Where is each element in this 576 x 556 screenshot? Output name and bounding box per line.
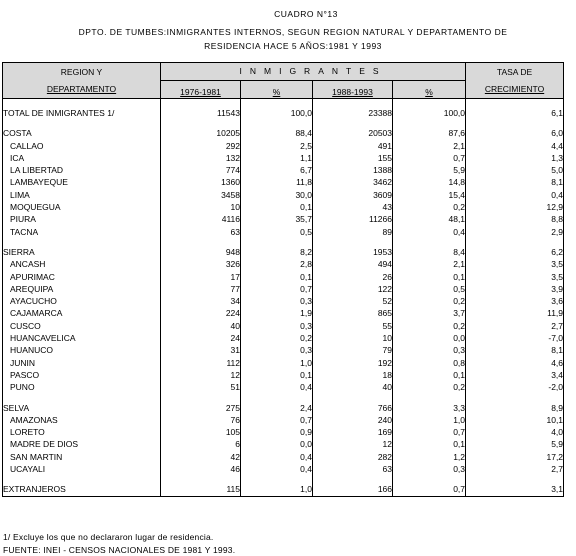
value-1976-1981: 10205 xyxy=(161,127,241,139)
value-1988-1993: 43 xyxy=(313,201,393,213)
table-row xyxy=(3,189,564,201)
table-row xyxy=(3,332,564,344)
value-1988-1993: 494 xyxy=(313,258,393,270)
percent-1981: 8,2 xyxy=(241,246,313,258)
percent-1993: 2,1 xyxy=(393,258,466,270)
value-1976-1981: 34 xyxy=(161,295,241,307)
percent-1993: 1,2 xyxy=(393,451,466,463)
table-row xyxy=(3,226,564,238)
value-1988-1993: 491 xyxy=(313,140,393,152)
growth-rate: 8,9 xyxy=(466,402,564,414)
percent-1993: 100,0 xyxy=(393,107,466,119)
growth-rate: 5,9 xyxy=(466,438,564,450)
value-1988-1993: 192 xyxy=(313,357,393,369)
percent-1981: 0,3 xyxy=(241,320,313,332)
growth-rate: -7,0 xyxy=(466,332,564,344)
table-row xyxy=(3,451,564,463)
spacer-row xyxy=(3,119,564,127)
value-1976-1981: 11543 xyxy=(161,107,241,119)
header-period-1981: 1976-1981 xyxy=(161,81,241,99)
percent-1993: 0,1 xyxy=(393,271,466,283)
percent-1993: 0,3 xyxy=(393,344,466,356)
value-1988-1993: 18 xyxy=(313,369,393,381)
row-label: EXTRANJEROS xyxy=(3,483,161,496)
percent-1993: 0,1 xyxy=(393,438,466,450)
header-rate-bottom: CRECIMIENTO xyxy=(466,81,564,99)
row-label: CUSCO xyxy=(3,320,161,332)
percent-1981: 0,7 xyxy=(241,283,313,295)
growth-rate: 1,3 xyxy=(466,152,564,164)
row-label: PIURA xyxy=(3,213,161,225)
row-label: PASCO xyxy=(3,369,161,381)
table-row xyxy=(3,107,564,119)
row-label: LAMBAYEQUE xyxy=(3,176,161,188)
percent-1993: 0,8 xyxy=(393,357,466,369)
table-row xyxy=(3,271,564,283)
value-1976-1981: 326 xyxy=(161,258,241,270)
row-label: APURIMAC xyxy=(3,271,161,283)
percent-1981: 0,9 xyxy=(241,426,313,438)
growth-rate: 4,4 xyxy=(466,140,564,152)
spacer-row xyxy=(3,99,564,108)
growth-rate: 12,9 xyxy=(466,201,564,213)
row-label: ANCASH xyxy=(3,258,161,270)
percent-1981: 0,2 xyxy=(241,332,313,344)
value-1988-1993: 10 xyxy=(313,332,393,344)
value-1988-1993: 89 xyxy=(313,226,393,238)
value-1988-1993: 122 xyxy=(313,283,393,295)
row-label: AMAZONAS xyxy=(3,414,161,426)
value-1988-1993: 26 xyxy=(313,271,393,283)
row-label: CAJAMARCA xyxy=(3,307,161,319)
percent-1993: 87,6 xyxy=(393,127,466,139)
row-label: MADRE DE DIOS xyxy=(3,438,161,450)
growth-rate: 0,4 xyxy=(466,189,564,201)
table-row xyxy=(3,463,564,475)
growth-rate: 6,0 xyxy=(466,127,564,139)
percent-1981: 0,7 xyxy=(241,414,313,426)
percent-1981: 1,9 xyxy=(241,307,313,319)
value-1988-1993: 865 xyxy=(313,307,393,319)
row-label: HUANUCO xyxy=(3,344,161,356)
percent-1981: 100,0 xyxy=(241,107,313,119)
percent-1981: 0,1 xyxy=(241,271,313,283)
table-row xyxy=(3,381,564,393)
percent-1981: 0,4 xyxy=(241,463,313,475)
table-row xyxy=(3,201,564,213)
row-label: CALLAO xyxy=(3,140,161,152)
value-1976-1981: 105 xyxy=(161,426,241,438)
percent-1993: 0,2 xyxy=(393,381,466,393)
percent-1993: 1,0 xyxy=(393,414,466,426)
growth-rate: 8,8 xyxy=(466,213,564,225)
value-1976-1981: 77 xyxy=(161,283,241,295)
percent-1981: 0,5 xyxy=(241,226,313,238)
row-label: AREQUIPA xyxy=(3,283,161,295)
table-row xyxy=(3,127,564,139)
percent-1993: 0,2 xyxy=(393,201,466,213)
header-rate-top: TASA DE xyxy=(466,63,564,81)
value-1976-1981: 76 xyxy=(161,414,241,426)
value-1976-1981: 46 xyxy=(161,463,241,475)
table-row xyxy=(3,344,564,356)
percent-1981: 0,3 xyxy=(241,344,313,356)
value-1976-1981: 132 xyxy=(161,152,241,164)
percent-1981: 0,0 xyxy=(241,438,313,450)
percent-1981: 35,7 xyxy=(241,213,313,225)
value-1988-1993: 1388 xyxy=(313,164,393,176)
row-label: LORETO xyxy=(3,426,161,438)
percent-1981: 1,0 xyxy=(241,483,313,496)
row-label: COSTA xyxy=(3,127,161,139)
header-percent-1993: % xyxy=(393,81,466,99)
row-label: SIERRA xyxy=(3,246,161,258)
table-row xyxy=(3,176,564,188)
percent-1993: 14,8 xyxy=(393,176,466,188)
row-label: JUNIN xyxy=(3,357,161,369)
percent-1993: 0,2 xyxy=(393,295,466,307)
value-1976-1981: 17 xyxy=(161,271,241,283)
header-period-1993: 1988-1993 xyxy=(313,81,393,99)
value-1976-1981: 112 xyxy=(161,357,241,369)
spacer-row xyxy=(3,475,564,483)
table-row xyxy=(3,164,564,176)
table-subtitle: RESIDENCIA HACE 5 AÑOS:1981 Y 1993 xyxy=(204,41,382,51)
value-1976-1981: 31 xyxy=(161,344,241,356)
percent-1993: 15,4 xyxy=(393,189,466,201)
row-label: SELVA xyxy=(3,402,161,414)
row-label: AYACUCHO xyxy=(3,295,161,307)
growth-rate: 8,1 xyxy=(466,344,564,356)
percent-1981: 6,7 xyxy=(241,164,313,176)
percent-1993: 48,1 xyxy=(393,213,466,225)
table-title: DPTO. DE TUMBES:INMIGRANTES INTERNOS, SEGUN REGION NATURAL Y DEPARTAMENTO DE xyxy=(78,27,508,37)
table-row xyxy=(3,320,564,332)
value-1976-1981: 3458 xyxy=(161,189,241,201)
row-label: LIMA xyxy=(3,189,161,201)
value-1988-1993: 240 xyxy=(313,414,393,426)
growth-rate: 3,5 xyxy=(466,271,564,283)
value-1988-1993: 166 xyxy=(313,483,393,496)
percent-1981: 0,3 xyxy=(241,295,313,307)
growth-rate: 8,1 xyxy=(466,176,564,188)
percent-1993: 0,3 xyxy=(393,463,466,475)
table-row xyxy=(3,402,564,414)
table-row xyxy=(3,426,564,438)
value-1988-1993: 155 xyxy=(313,152,393,164)
value-1988-1993: 63 xyxy=(313,463,393,475)
percent-1993: 0,7 xyxy=(393,483,466,496)
table-row xyxy=(3,283,564,295)
header-group-immigrants: INMIGRANTES xyxy=(161,63,466,81)
value-1988-1993: 11266 xyxy=(313,213,393,225)
growth-rate: 5,0 xyxy=(466,164,564,176)
percent-1981: 0,1 xyxy=(241,369,313,381)
row-label: HUANCAVELICA xyxy=(3,332,161,344)
value-1976-1981: 63 xyxy=(161,226,241,238)
header-region-bottom: DEPARTAMENTO xyxy=(3,81,161,99)
value-1976-1981: 6 xyxy=(161,438,241,450)
value-1976-1981: 4116 xyxy=(161,213,241,225)
percent-1993: 0,7 xyxy=(393,152,466,164)
value-1988-1993: 20503 xyxy=(313,127,393,139)
value-1976-1981: 292 xyxy=(161,140,241,152)
value-1988-1993: 766 xyxy=(313,402,393,414)
growth-rate: 3,5 xyxy=(466,258,564,270)
value-1976-1981: 40 xyxy=(161,320,241,332)
percent-1993: 5,9 xyxy=(393,164,466,176)
percent-1993: 0,0 xyxy=(393,332,466,344)
percent-1981: 2,5 xyxy=(241,140,313,152)
value-1988-1993: 12 xyxy=(313,438,393,450)
value-1988-1993: 79 xyxy=(313,344,393,356)
growth-rate: 11,9 xyxy=(466,307,564,319)
value-1976-1981: 51 xyxy=(161,381,241,393)
value-1988-1993: 40 xyxy=(313,381,393,393)
table-row xyxy=(3,357,564,369)
growth-rate: 6,2 xyxy=(466,246,564,258)
table-row xyxy=(3,438,564,450)
value-1988-1993: 3609 xyxy=(313,189,393,201)
value-1988-1993: 3462 xyxy=(313,176,393,188)
immigrants-table xyxy=(2,62,564,497)
growth-rate: 10,1 xyxy=(466,414,564,426)
header-percent-1981: % xyxy=(241,81,313,99)
growth-rate: 3,1 xyxy=(466,483,564,496)
percent-1993: 8,4 xyxy=(393,246,466,258)
percent-1981: 0,4 xyxy=(241,381,313,393)
value-1988-1993: 23388 xyxy=(313,107,393,119)
table-row xyxy=(3,369,564,381)
percent-1981: 0,4 xyxy=(241,451,313,463)
growth-rate: 2,9 xyxy=(466,226,564,238)
percent-1981: 1,1 xyxy=(241,152,313,164)
value-1976-1981: 948 xyxy=(161,246,241,258)
row-label: ICA xyxy=(3,152,161,164)
value-1976-1981: 24 xyxy=(161,332,241,344)
percent-1981: 2,4 xyxy=(241,402,313,414)
table-row xyxy=(3,246,564,258)
table-row xyxy=(3,140,564,152)
value-1976-1981: 275 xyxy=(161,402,241,414)
row-label: LA LIBERTAD xyxy=(3,164,161,176)
table-row xyxy=(3,414,564,426)
growth-rate: 3,9 xyxy=(466,283,564,295)
percent-1993: 0,5 xyxy=(393,283,466,295)
table-row xyxy=(3,152,564,164)
percent-1993: 3,3 xyxy=(393,402,466,414)
header-region-top: REGION Y xyxy=(3,63,161,81)
table-row xyxy=(3,483,564,496)
percent-1993: 0,1 xyxy=(393,369,466,381)
row-label: PUNO xyxy=(3,381,161,393)
value-1976-1981: 42 xyxy=(161,451,241,463)
value-1976-1981: 774 xyxy=(161,164,241,176)
value-1988-1993: 282 xyxy=(313,451,393,463)
percent-1993: 0,7 xyxy=(393,426,466,438)
spacer-row xyxy=(3,394,564,402)
growth-rate: -2,0 xyxy=(466,381,564,393)
percent-1981: 88,4 xyxy=(241,127,313,139)
growth-rate: 17,2 xyxy=(466,451,564,463)
table-row xyxy=(3,307,564,319)
value-1988-1993: 55 xyxy=(313,320,393,332)
table-number: CUADRO N°13 xyxy=(274,9,338,19)
spacer-row xyxy=(3,238,564,246)
growth-rate: 2,7 xyxy=(466,463,564,475)
growth-rate: 3,4 xyxy=(466,369,564,381)
percent-1981: 11,8 xyxy=(241,176,313,188)
value-1976-1981: 10 xyxy=(161,201,241,213)
percent-1993: 0,2 xyxy=(393,320,466,332)
percent-1993: 3,7 xyxy=(393,307,466,319)
row-label: MOQUEGUA xyxy=(3,201,161,213)
value-1988-1993: 1953 xyxy=(313,246,393,258)
row-label: TOTAL DE INMIGRANTES 1/ xyxy=(3,107,161,119)
percent-1981: 1,0 xyxy=(241,357,313,369)
table-row xyxy=(3,295,564,307)
growth-rate: 2,7 xyxy=(466,320,564,332)
value-1976-1981: 224 xyxy=(161,307,241,319)
growth-rate: 3,6 xyxy=(466,295,564,307)
percent-1981: 30,0 xyxy=(241,189,313,201)
row-label: UCAYALI xyxy=(3,463,161,475)
row-label: SAN MARTIN xyxy=(3,451,161,463)
table-row xyxy=(3,213,564,225)
row-label: TACNA xyxy=(3,226,161,238)
value-1988-1993: 52 xyxy=(313,295,393,307)
footnote: 1/ Excluye los que no declararon lugar de residencia. xyxy=(3,532,214,542)
value-1988-1993: 169 xyxy=(313,426,393,438)
percent-1993: 0,4 xyxy=(393,226,466,238)
growth-rate: 4,6 xyxy=(466,357,564,369)
percent-1993: 2,1 xyxy=(393,140,466,152)
percent-1981: 0,1 xyxy=(241,201,313,213)
growth-rate: 4,0 xyxy=(466,426,564,438)
growth-rate: 6,1 xyxy=(466,107,564,119)
source-note: FUENTE: INEI - CENSOS NACIONALES DE 1981 Y 1993. xyxy=(3,545,236,555)
table-row xyxy=(3,258,564,270)
value-1976-1981: 1360 xyxy=(161,176,241,188)
percent-1981: 2,8 xyxy=(241,258,313,270)
value-1976-1981: 12 xyxy=(161,369,241,381)
value-1976-1981: 115 xyxy=(161,483,241,496)
